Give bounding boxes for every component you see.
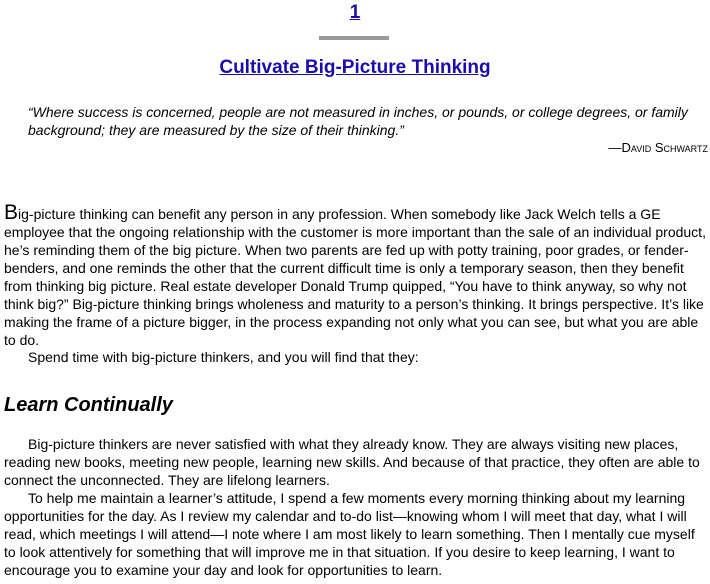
chapter-number-link[interactable]: 1 — [349, 2, 361, 23]
epigraph-quote: “Where success is concerned, people are not measured in inches, or pounds, or college degrees, or family background; they are measured by the size of their thinking.” — [28, 104, 688, 138]
chapter-divider — [319, 36, 389, 40]
chapter-title-link[interactable]: Cultivate Big-Picture Thinking — [219, 57, 491, 78]
section-heading: Learn Continually — [4, 394, 173, 416]
body-paragraph-lead-in: Spend time with big-picture thinkers, and you will find that they: — [28, 349, 419, 365]
body-paragraph-intro — [4, 201, 708, 349]
drop-cap: B — [4, 201, 19, 224]
section-paragraph-2: To help me maintain a learner’s attitude, I spend a few moments every morning thinking about my learning opportunities for the day. As I review my calendar and to-do list—knowing whom I will meet that day, what I will read, which meetings I will attend—I note where I am most likely to learn something. Then I mentally cue myself to look attentively for something that will improve me in that situation. If you desire to keep learning, I want to encourage you to examine your day and look for opportunities to learn. — [4, 490, 695, 578]
chapter-number — [0, 2, 710, 24]
epigraph-attribution: —David Schwartz — [608, 140, 708, 155]
chapter-title — [0, 57, 710, 79]
section-paragraph-1: Big-picture thinkers are never satisfied with what they already know. They are always visiting new places, reading new books, meeting new people, learning new skills. And because of that practice, they often are able to connect the unconnected. They are lifelong learners. — [4, 436, 700, 488]
intro-text: ig-picture thinking can benefit any person in any profession. When somebody like Jack Welch tells a GE employee that the ongoing relationship with the customer is more important than the sale of an individual product, he’s reminding them of the big picture. When two parents are fed up with potty training, poor grades, or fender-benders, and one reminds the other that the current difficult time is only a temporary season, then they benefit from thinking big picture. Real estate developer Donald Trump quipped, “You have to think anyway, so why not think big?” Big-picture thinking brings wholeness and maturity to a person’s thinking. It brings perspective. It’s like making the frame of a picture bigger, in the process expanding not only what you can see, but what you are able to do. — [4, 206, 706, 348]
